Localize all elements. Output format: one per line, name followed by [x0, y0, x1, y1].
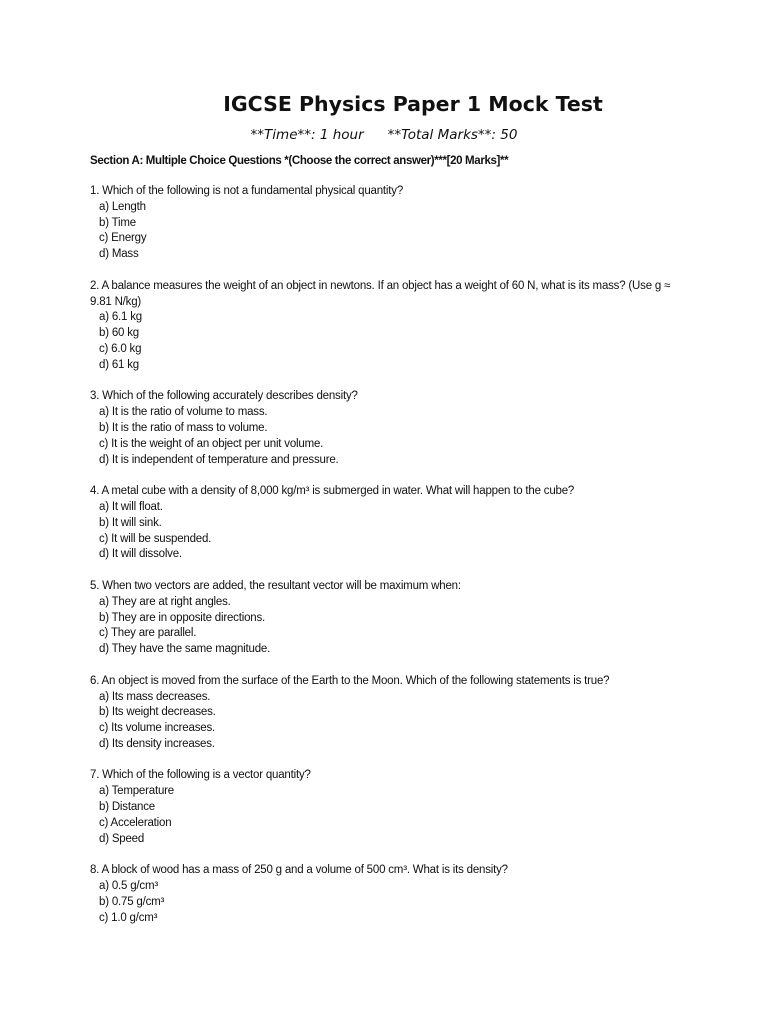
- answer-option: a) They are at right angles.: [99, 595, 231, 608]
- question-text: 2. A balance measures the weight of an object in newtons. If an object has a weight of 60 N, what is its mass? (Use g ≈ 9.81 N/kg): [90, 279, 671, 308]
- question-text: 6. An object is moved from the surface of the Earth to the Moon. Which of the following statements is true?: [90, 674, 610, 687]
- answer-option: b) 0.75 g/cm³: [99, 895, 165, 908]
- answer-option: b) Distance: [99, 801, 155, 814]
- question-item: [90, 674, 690, 753]
- test-meta: [0, 125, 768, 145]
- answer-options: [90, 200, 690, 263]
- answer-options: [90, 405, 690, 468]
- answer-option: c) It will be suspended.: [99, 532, 212, 545]
- answer-option: d) Its density increases.: [99, 737, 215, 750]
- question-text: 8. A block of wood has a mass of 250 g and a volume of 500 cm³. What is its density?: [90, 864, 508, 877]
- answer-option: c) Energy: [99, 232, 147, 245]
- answer-option: c) 6.0 kg: [99, 342, 142, 355]
- answer-option: b) 60 kg: [99, 327, 139, 340]
- page-title: IGCSE Physics Paper 1 Mock Test: [223, 92, 603, 116]
- answer-option: d) Mass: [99, 248, 139, 261]
- answer-option: c) 1.0 g/cm³: [99, 911, 158, 924]
- question-item: [90, 279, 690, 374]
- total-marks-text: **Total Marks**: 50: [387, 127, 518, 143]
- answer-option: a) 6.1 kg: [99, 311, 142, 324]
- answer-options: [90, 784, 690, 847]
- answer-option: c) They are parallel.: [99, 627, 197, 640]
- answer-option: d) Speed: [99, 832, 145, 845]
- question-text: 1. Which of the following is not a fundamental physical quantity?: [90, 185, 404, 197]
- question-item: [90, 484, 690, 563]
- answer-option: d) It will dissolve.: [99, 548, 182, 561]
- question-text: 4. A metal cube with a density of 8,000 kg/m³ is submerged in water. What will happen to the cube?: [90, 485, 575, 498]
- question-item: [90, 863, 690, 926]
- answer-option: c) Its volume increases.: [99, 722, 215, 735]
- answer-options: [90, 310, 690, 373]
- question-item: [90, 579, 690, 658]
- answer-option: c) Acceleration: [99, 816, 172, 829]
- answer-option: b) Its weight decreases.: [99, 706, 216, 719]
- answer-option: d) It is independent of temperature and pressure.: [99, 453, 339, 466]
- answer-option: b) It is the ratio of mass to volume.: [99, 421, 268, 434]
- section-heading: Section A: Multiple Choice Questions *(Choose the correct answer)***[20 Marks]**: [90, 155, 509, 167]
- question-list: [90, 184, 690, 942]
- question-text: 5. When two vectors are added, the resultant vector will be maximum when:: [90, 579, 461, 592]
- answer-options: [90, 595, 690, 658]
- answer-options: [90, 879, 690, 926]
- answer-options: [90, 500, 690, 563]
- answer-option: a) It is the ratio of volume to mass.: [99, 406, 268, 419]
- answer-option: c) It is the weight of an object per unit volume.: [99, 437, 324, 450]
- answer-option: d) 61 kg: [99, 358, 139, 371]
- answer-option: b) Time: [99, 216, 136, 229]
- answer-option: a) Its mass decreases.: [99, 690, 211, 703]
- answer-options: [90, 690, 690, 753]
- answer-option: a) It will float.: [99, 500, 163, 513]
- answer-option: a) Temperature: [99, 785, 174, 798]
- question-text: 3. Which of the following accurately describes density?: [90, 390, 358, 403]
- answer-option: d) They have the same magnitude.: [99, 643, 271, 656]
- answer-option: b) It will sink.: [99, 516, 162, 529]
- question-item: [90, 389, 690, 468]
- time-text: **Time**: 1 hour: [250, 127, 364, 143]
- answer-option: b) They are in opposite directions.: [99, 611, 266, 624]
- answer-option: a) 0.5 g/cm³: [99, 880, 158, 893]
- question-text: 7. Which of the following is a vector quantity?: [90, 769, 311, 782]
- question-item: [90, 184, 690, 263]
- question-item: [90, 768, 690, 847]
- answer-option: a) Length: [99, 200, 146, 213]
